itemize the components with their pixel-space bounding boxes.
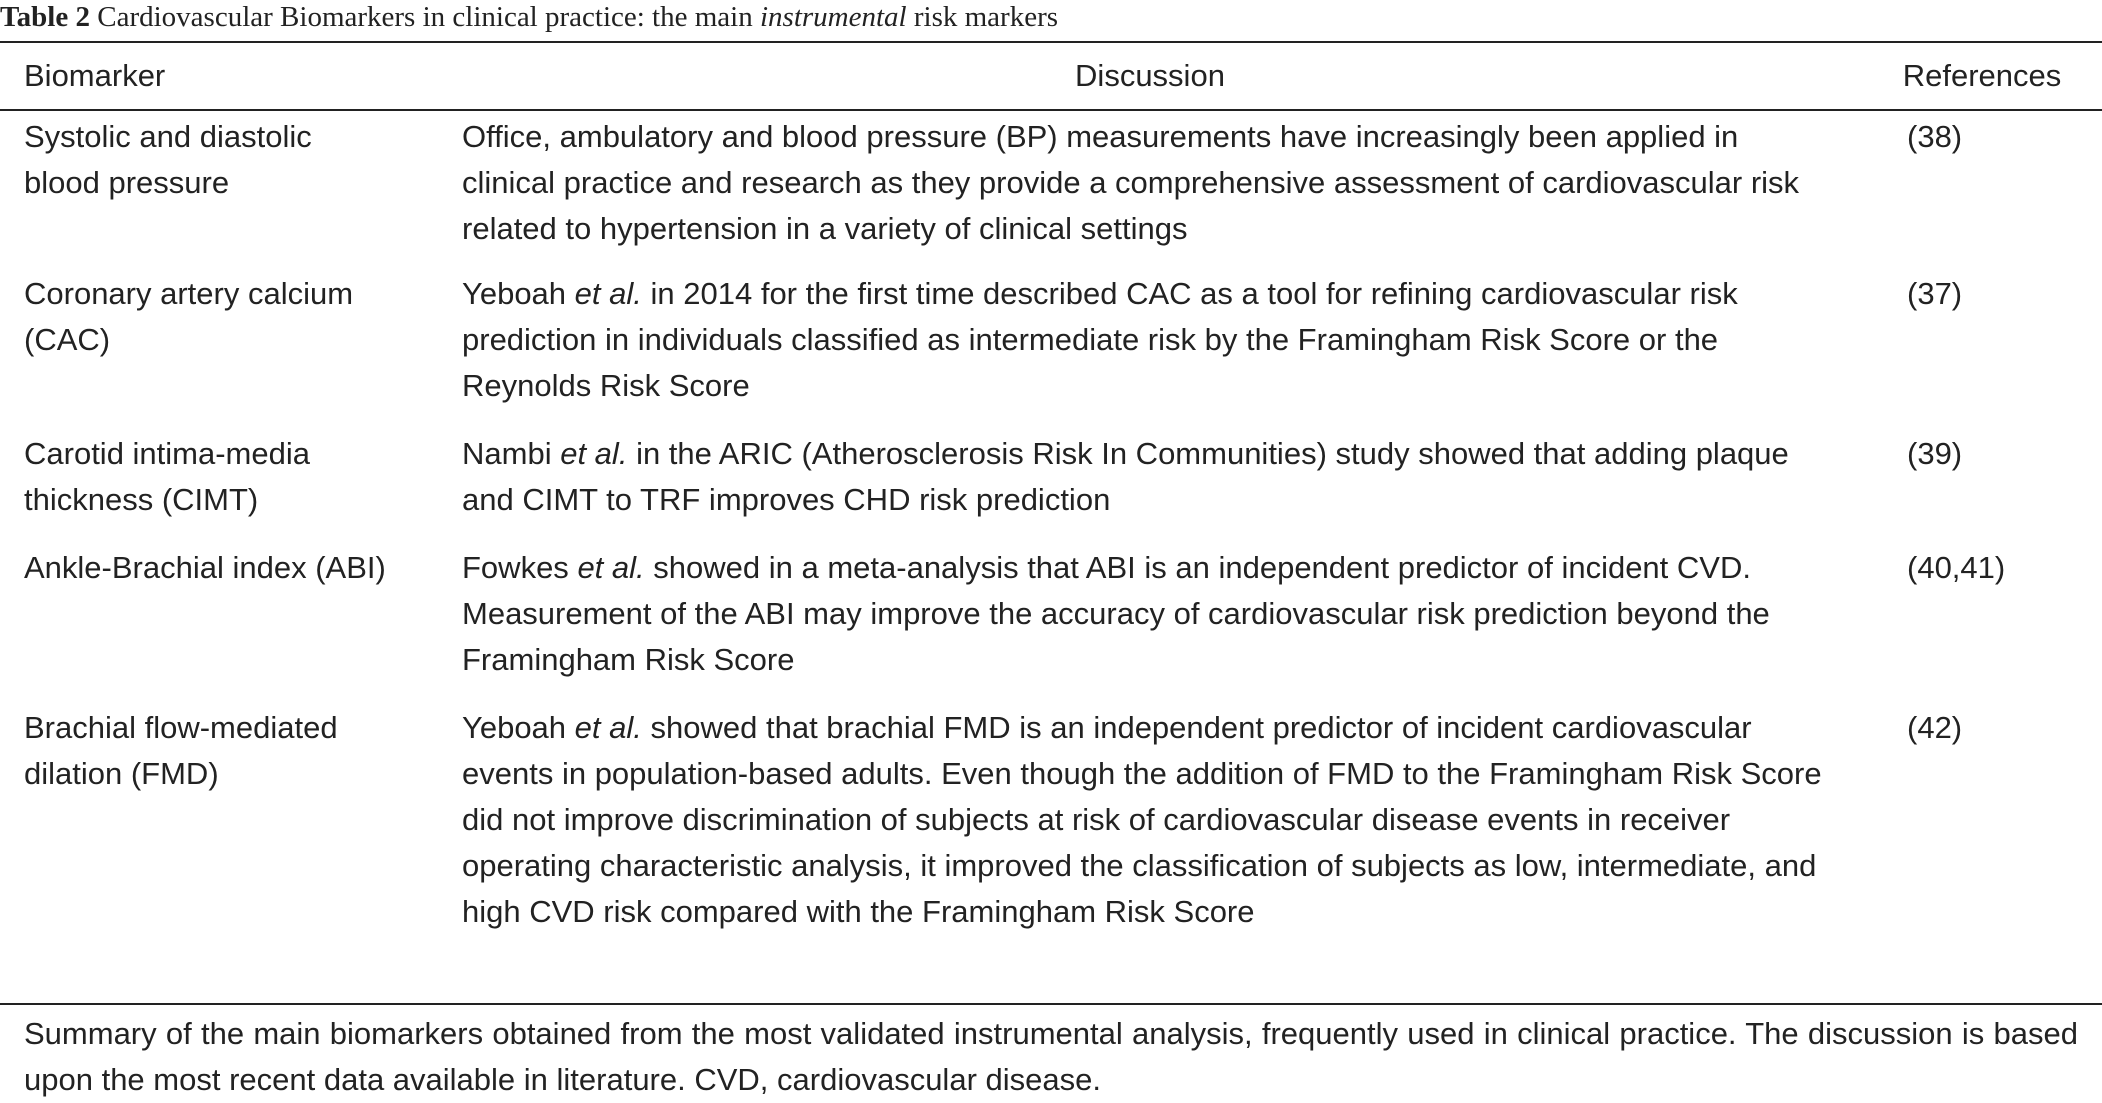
table-header-row <box>0 42 2102 110</box>
discussion-et-al: et al. <box>574 710 642 745</box>
biomarker-cell <box>0 271 438 431</box>
reference-cell: (37) <box>1907 276 1963 311</box>
biomarker-name-line: Carotid intima-media <box>24 436 310 471</box>
biomarker-name-line: Ankle-Brachial index (ABI) <box>24 550 386 585</box>
biomarker-cell <box>0 545 438 705</box>
reference-cell: (38) <box>1907 119 1963 154</box>
discussion-et-al: et al. <box>577 550 645 585</box>
discussion-text: in the ARIC (Atherosclerosis Risk In Communities) study showed that adding plaque and CIMT to TRF improves CHD risk prediction <box>462 436 1789 517</box>
table-bottom-rule <box>0 1003 2102 1005</box>
table-caption-italic: instrumental <box>759 1 907 33</box>
discussion-text: showed that brachial FMD is an independent predictor of incident cardiovascular events in population-based adults. Even though the addition of FMD to the Framingham Risk Score did not improve discrimination of subjects at risk of cardiovascular disease events in receiver operating characteristic analysis, it improved the classification of subjects as low, intermediate, and high CVD risk compared with the Framingham Risk Score <box>462 710 1822 929</box>
discussion-cell <box>438 545 1862 705</box>
biomarker-name-line: Brachial flow-mediated <box>24 710 338 745</box>
reference-cell: (39) <box>1907 436 1963 471</box>
table-caption <box>0 0 2102 40</box>
table-footnote: Summary of the main biomarkers obtained from the most validated instrumental analysis, frequently used in clinical practice. The discussion is based upon the most recent data available in literature. CVD, cardiovascular disease. <box>24 1016 2078 1097</box>
discussion-text: in 2014 for the first time described CAC as a tool for refining cardiovascular risk prediction in individuals classified as intermediate risk by the Framingham Risk Score or the Reynolds Risk Score <box>462 276 1738 403</box>
table-caption-label: Table 2 <box>0 1 90 33</box>
discussion-cell <box>438 431 1862 545</box>
biomarker-name-line: thickness (CIMT) <box>24 482 259 517</box>
discussion-cell <box>438 271 1862 431</box>
table-caption-text-end: risk markers <box>913 1 1059 33</box>
column-header-references: References <box>1902 58 2062 93</box>
biomarker-cell <box>0 431 438 545</box>
discussion-author: Yeboah <box>462 710 567 745</box>
table-row <box>0 705 2102 981</box>
table-row <box>0 545 2102 705</box>
biomarker-name-line: dilation (FMD) <box>24 756 219 791</box>
biomarker-name-line: blood pressure <box>24 165 230 200</box>
discussion-author: Nambi <box>462 436 552 471</box>
biomarker-name-line: Systolic and diastolic <box>24 119 312 154</box>
discussion-author: Fowkes <box>462 550 569 585</box>
discussion-et-al: et al. <box>560 436 628 471</box>
discussion-et-al: et al. <box>574 276 642 311</box>
biomarker-cell <box>0 705 438 981</box>
reference-cell: (40,41) <box>1907 550 2006 585</box>
biomarker-table <box>0 42 2102 981</box>
column-header-discussion: Discussion <box>1075 58 1225 93</box>
reference-cell: (42) <box>1907 710 1963 745</box>
table-caption-text: Cardiovascular Biomarkers in clinical practice: the main <box>97 1 753 33</box>
table-row <box>0 110 2102 271</box>
biomarker-name-line: (CAC) <box>24 322 111 357</box>
biomarker-cell <box>0 110 438 271</box>
discussion-author: Yeboah <box>462 276 567 311</box>
column-header-biomarker: Biomarker <box>24 58 166 93</box>
discussion-text: Office, ambulatory and blood pressure (BP) measurements have increasingly been applied in clinical practice and research as they provide a comprehensive assessment of cardiovascular risk related to hypertension in a variety of clinical settings <box>462 119 1800 246</box>
table-row <box>0 431 2102 545</box>
discussion-text: showed in a meta-analysis that ABI is an independent predictor of incident CVD. Measurement of the ABI may improve the accuracy of cardiovascular risk prediction beyond the Framingham Risk Score <box>462 550 1770 677</box>
discussion-cell <box>438 110 1862 271</box>
discussion-cell <box>438 705 1862 981</box>
biomarker-name-line: Coronary artery calcium <box>24 276 354 311</box>
table-row <box>0 271 2102 431</box>
